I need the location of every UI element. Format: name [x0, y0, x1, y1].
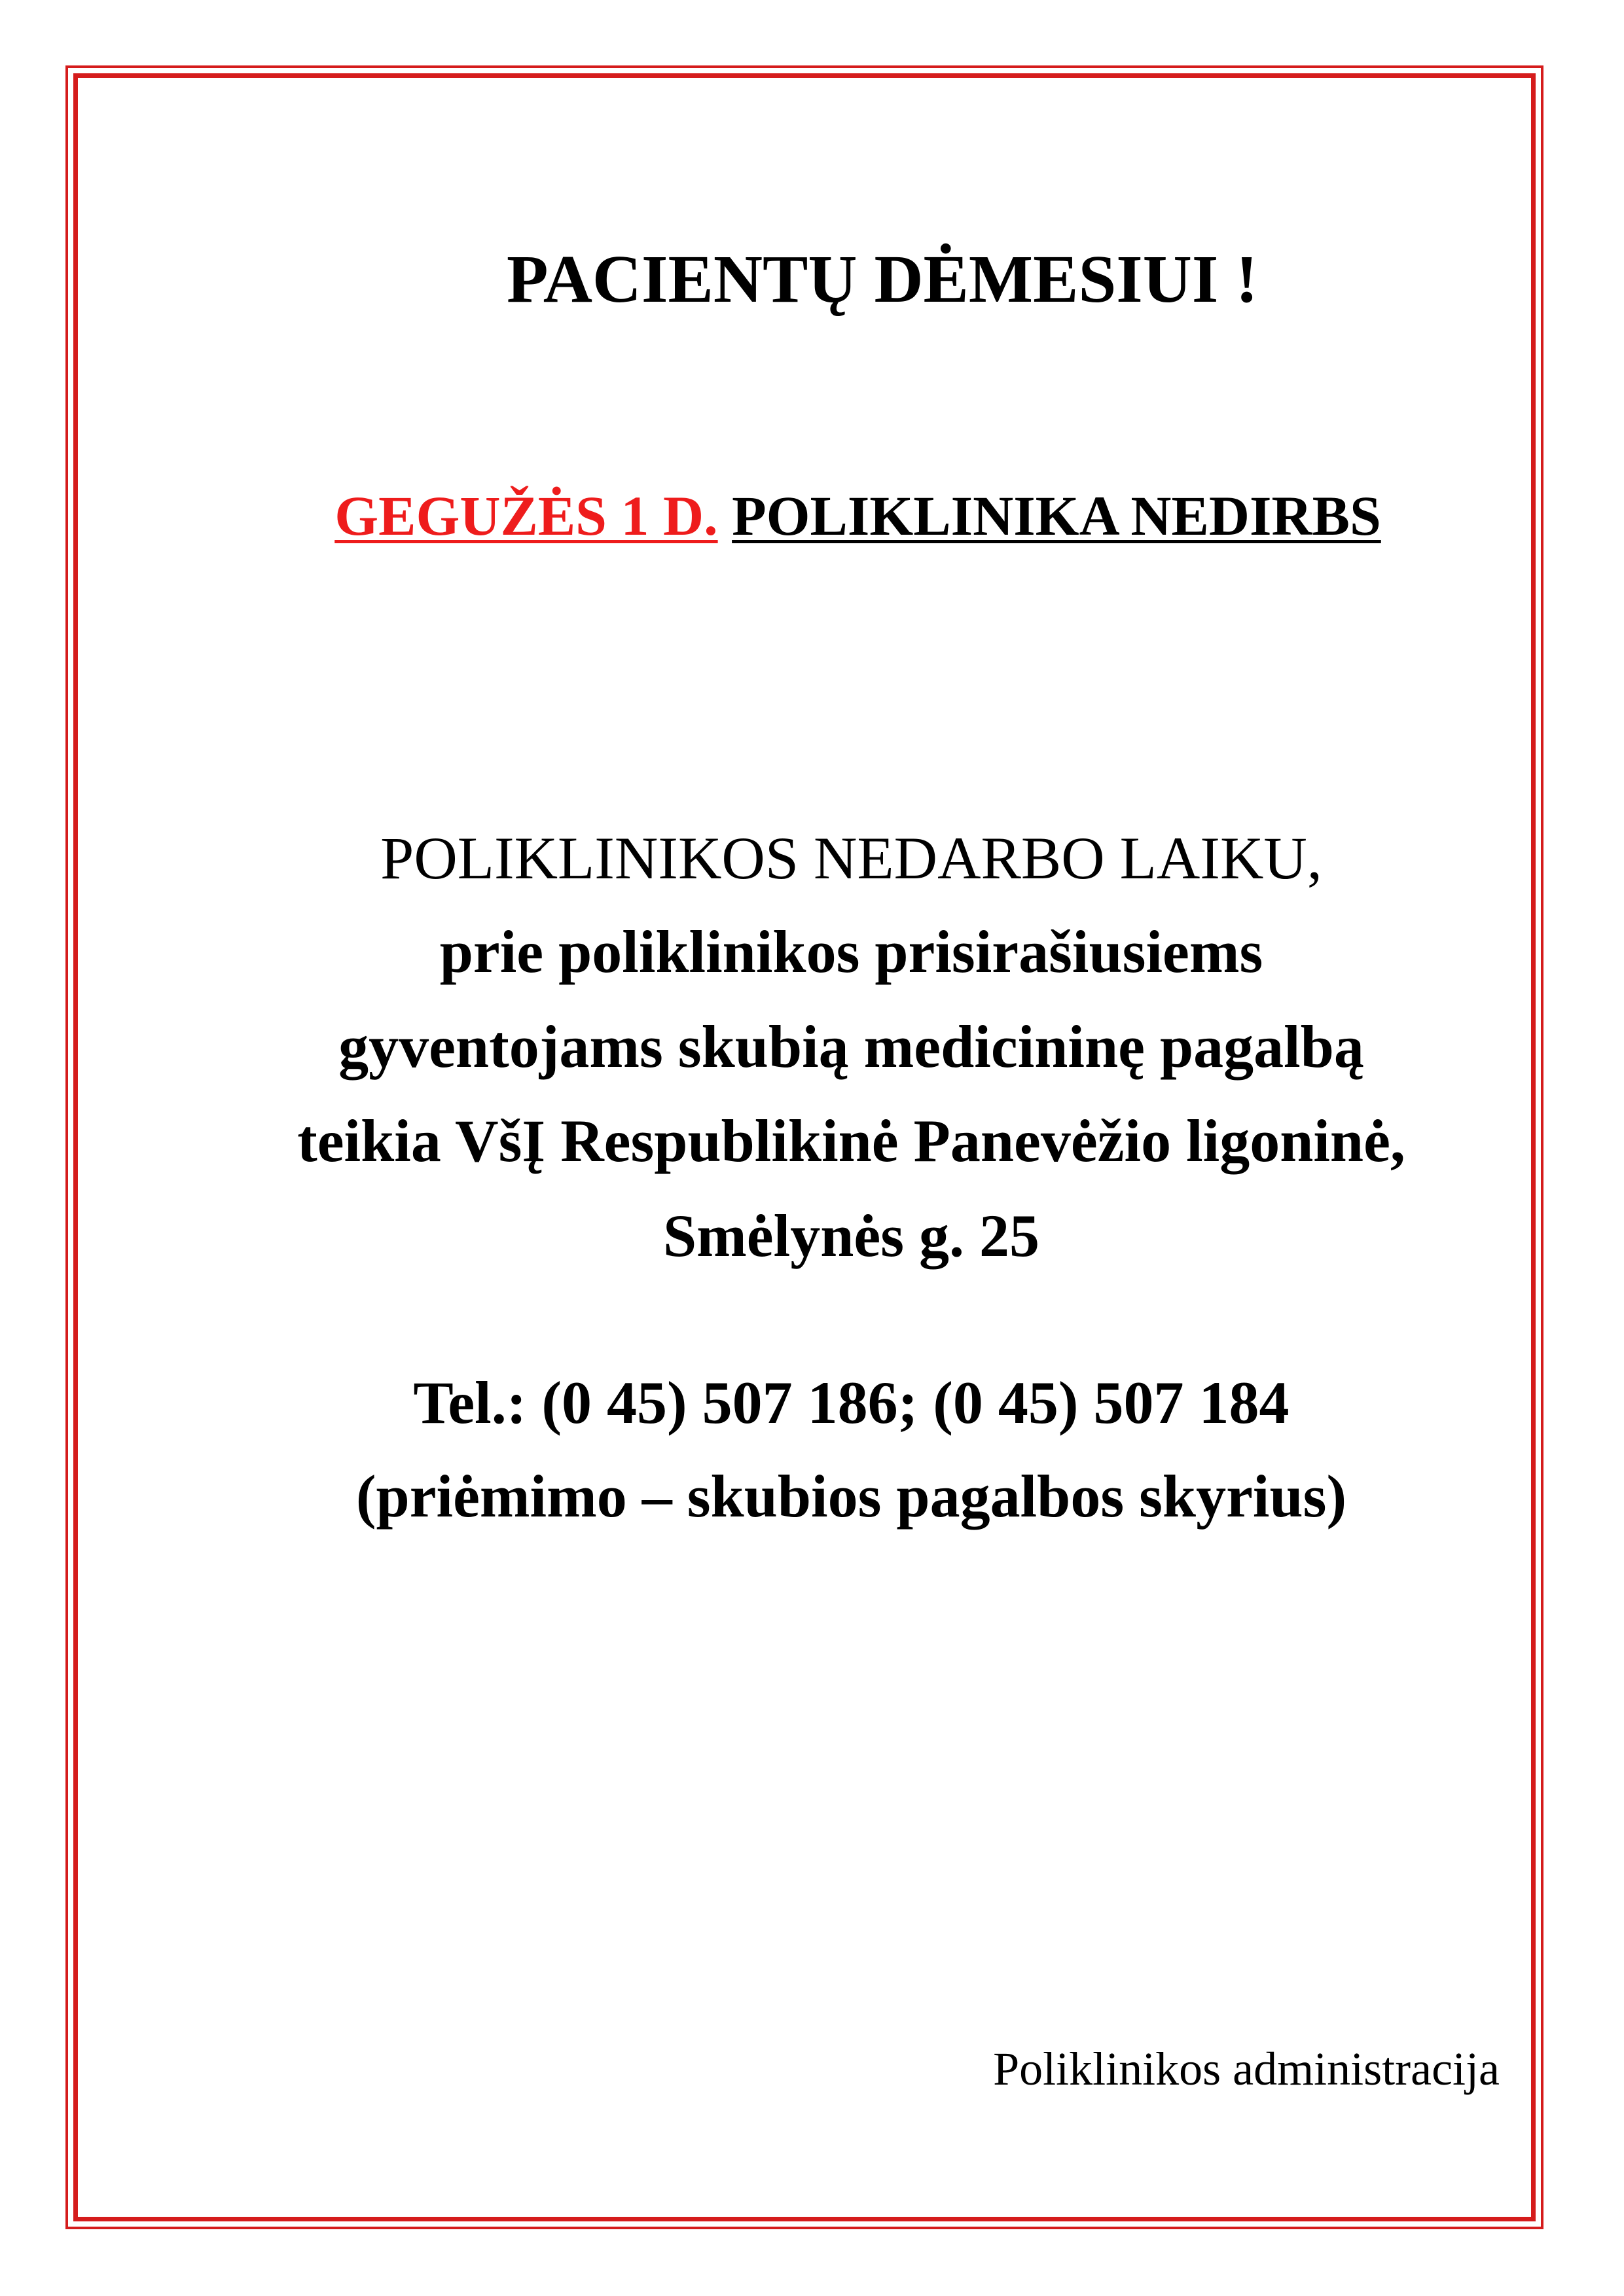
- body-line-address: Smėlynės g. 25: [663, 1202, 1039, 1269]
- phone-numbers: Tel.: (0 45) 507 186; (0 45) 507 184: [413, 1369, 1290, 1436]
- closure-text: POLIKLINIKA NEDIRBS: [732, 484, 1381, 547]
- closure-date: GEGUŽĖS 1 D.: [334, 484, 718, 547]
- body-line-hospital: teikia VšĮ Respublikinė Panevėžio ligoninė,: [297, 1107, 1405, 1174]
- body-line-urgent-care: gyventojams skubią medicininę pagalbą: [338, 1013, 1364, 1080]
- signature: Poliklinikos administracija: [993, 2043, 1500, 2095]
- phone-department-note: (priėmimo – skubios pagalbos skyrius): [355, 1463, 1347, 1530]
- closure-announcement: [0, 484, 1624, 547]
- notice-title: PACIENTŲ DĖMESIUI !: [507, 242, 1258, 317]
- body-line-after-hours: POLIKLINIKOS NEDARBO LAIKU,: [380, 825, 1322, 891]
- body-line-registered: prie poliklinikos prisirašiusiems: [439, 918, 1263, 985]
